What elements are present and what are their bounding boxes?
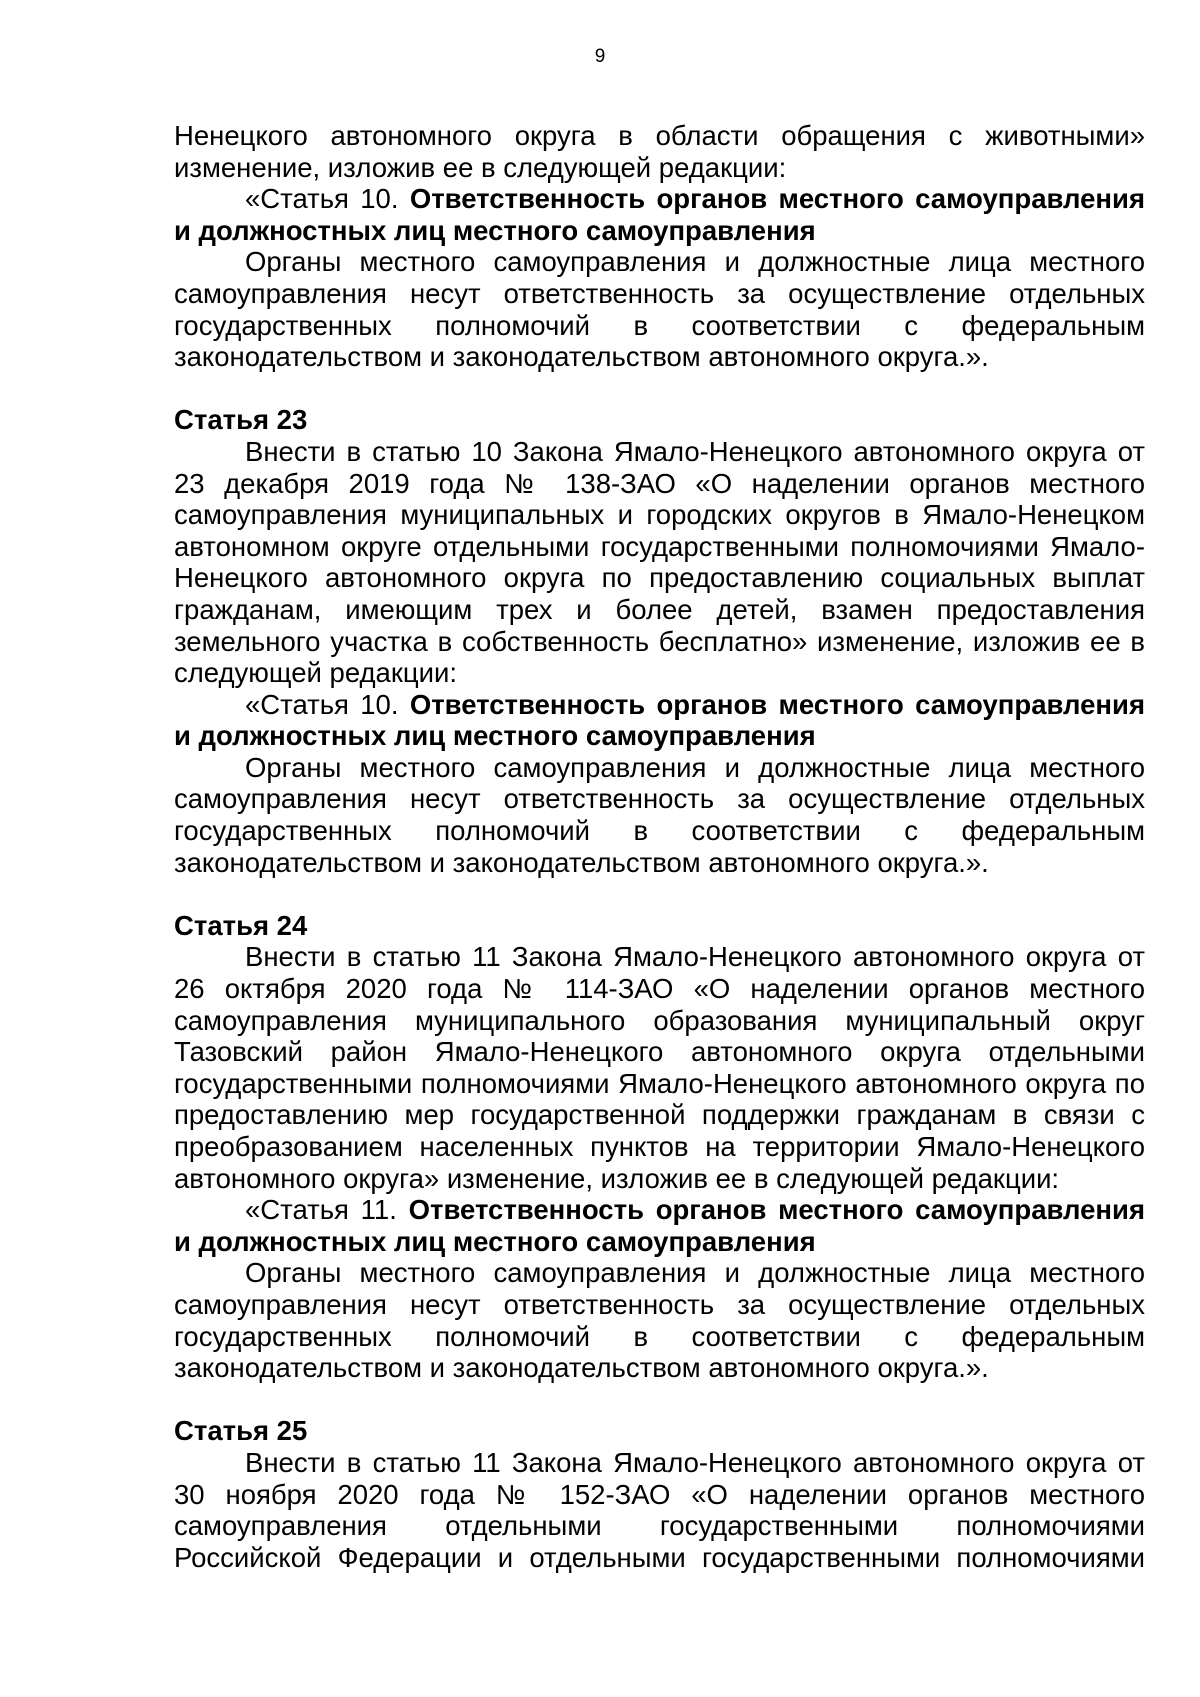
- article-spacer: [174, 373, 1145, 405]
- article-23-quoted-body: Органы местного самоуправления и должностные лица местного самоуправления несут ответственность за осуществление отдельных государственных полномочий в соответствии с федеральным законодательством и законодательством автономного округа.».: [174, 751, 1145, 878]
- document-body: [174, 120, 1145, 1573]
- intro-quoted-article-title-text: Ответственность органов местного самоуправления и должностных лиц местного самоуправления: [174, 183, 1145, 246]
- article-24-heading: Статья 24: [174, 909, 308, 941]
- article-24-quoted-title: [174, 1194, 1145, 1257]
- article-23-paragraph: Внести в статью 10 Закона Ямало-Ненецкого автономного округа от 23 декабря 2019 года № 138-ЗАО «О наделении органов местного самоуправления муниципальных и городских округов в Ямало-Ненецком автономном округе отдельными государственными полномочиями Ямало-Ненецкого автономного округа по предоставлению социальных выплат гражданам, имеющим трех и более детей, взамен предоставления земельного участка в собственность бесплатно» изменение, изложив ее в следующей редакции:: [174, 435, 1145, 689]
- intro-paragraph: Ненецкого автономного округа в области обращения с животными» изменение, изложив ее в следующей редакции:: [174, 120, 1145, 183]
- article-spacer: [174, 878, 1145, 910]
- article-25-heading: Статья 25: [174, 1415, 308, 1447]
- article-25-paragraph: Внести в статью 11 Закона Ямало-Ненецкого автономного округа от 30 ноября 2020 года № 152-ЗАО «О наделении органов местного самоуправления отдельными государственными полномочиями Российской Федерации и отдельными государственными полномочиями: [174, 1446, 1145, 1573]
- article-spacer: [174, 1384, 1145, 1416]
- article-24-paragraph: Внести в статью 11 Закона Ямало-Ненецкого автономного округа от 26 октября 2020 года № 114-ЗАО «О наделении органов местного самоуправления муниципального образования муниципальный округ Тазовский район Ямало-Ненецкого автономного округа отдельными государственными полномочиями Ямало-Ненецкого автономного округа по предоставлению мер государственной поддержки гражданам в связи с преобразованием населенных пунктов на территории Ямало-Ненецкого автономного округа» изменение, изложив ее в следующей редакции:: [174, 941, 1145, 1194]
- article-23-quoted-title: [174, 689, 1145, 752]
- article-23-heading: Статья 23: [174, 404, 308, 436]
- article-23-quoted-title-text: Ответственность органов местного самоуправления и должностных лиц местного самоуправления: [174, 688, 1145, 752]
- article-24-quoted-body: Органы местного самоуправления и должностные лица местного самоуправления несут ответственность за осуществление отдельных государственных полномочий в соответствии с федеральным законодательством и законодательством автономного округа.».: [174, 1257, 1145, 1384]
- intro-quoted-article-prefix: «Статья 10.: [245, 183, 410, 215]
- intro-quoted-article-title: [174, 183, 1145, 246]
- page-number: 9: [594, 46, 606, 67]
- article-24-quoted-title-text: Ответственность органов местного самоуправления и должностных лиц местного самоуправления: [174, 1194, 1145, 1257]
- intro-quoted-article-body: Органы местного самоуправления и должностные лица местного самоуправления несут ответственность за осуществление отдельных государственных полномочий в соответствии с федеральным законодательством и законодательством автономного округа.».: [174, 246, 1145, 373]
- article-24-quoted-prefix: «Статья 11.: [245, 1194, 409, 1226]
- article-23-quoted-prefix: «Статья 10.: [245, 688, 410, 720]
